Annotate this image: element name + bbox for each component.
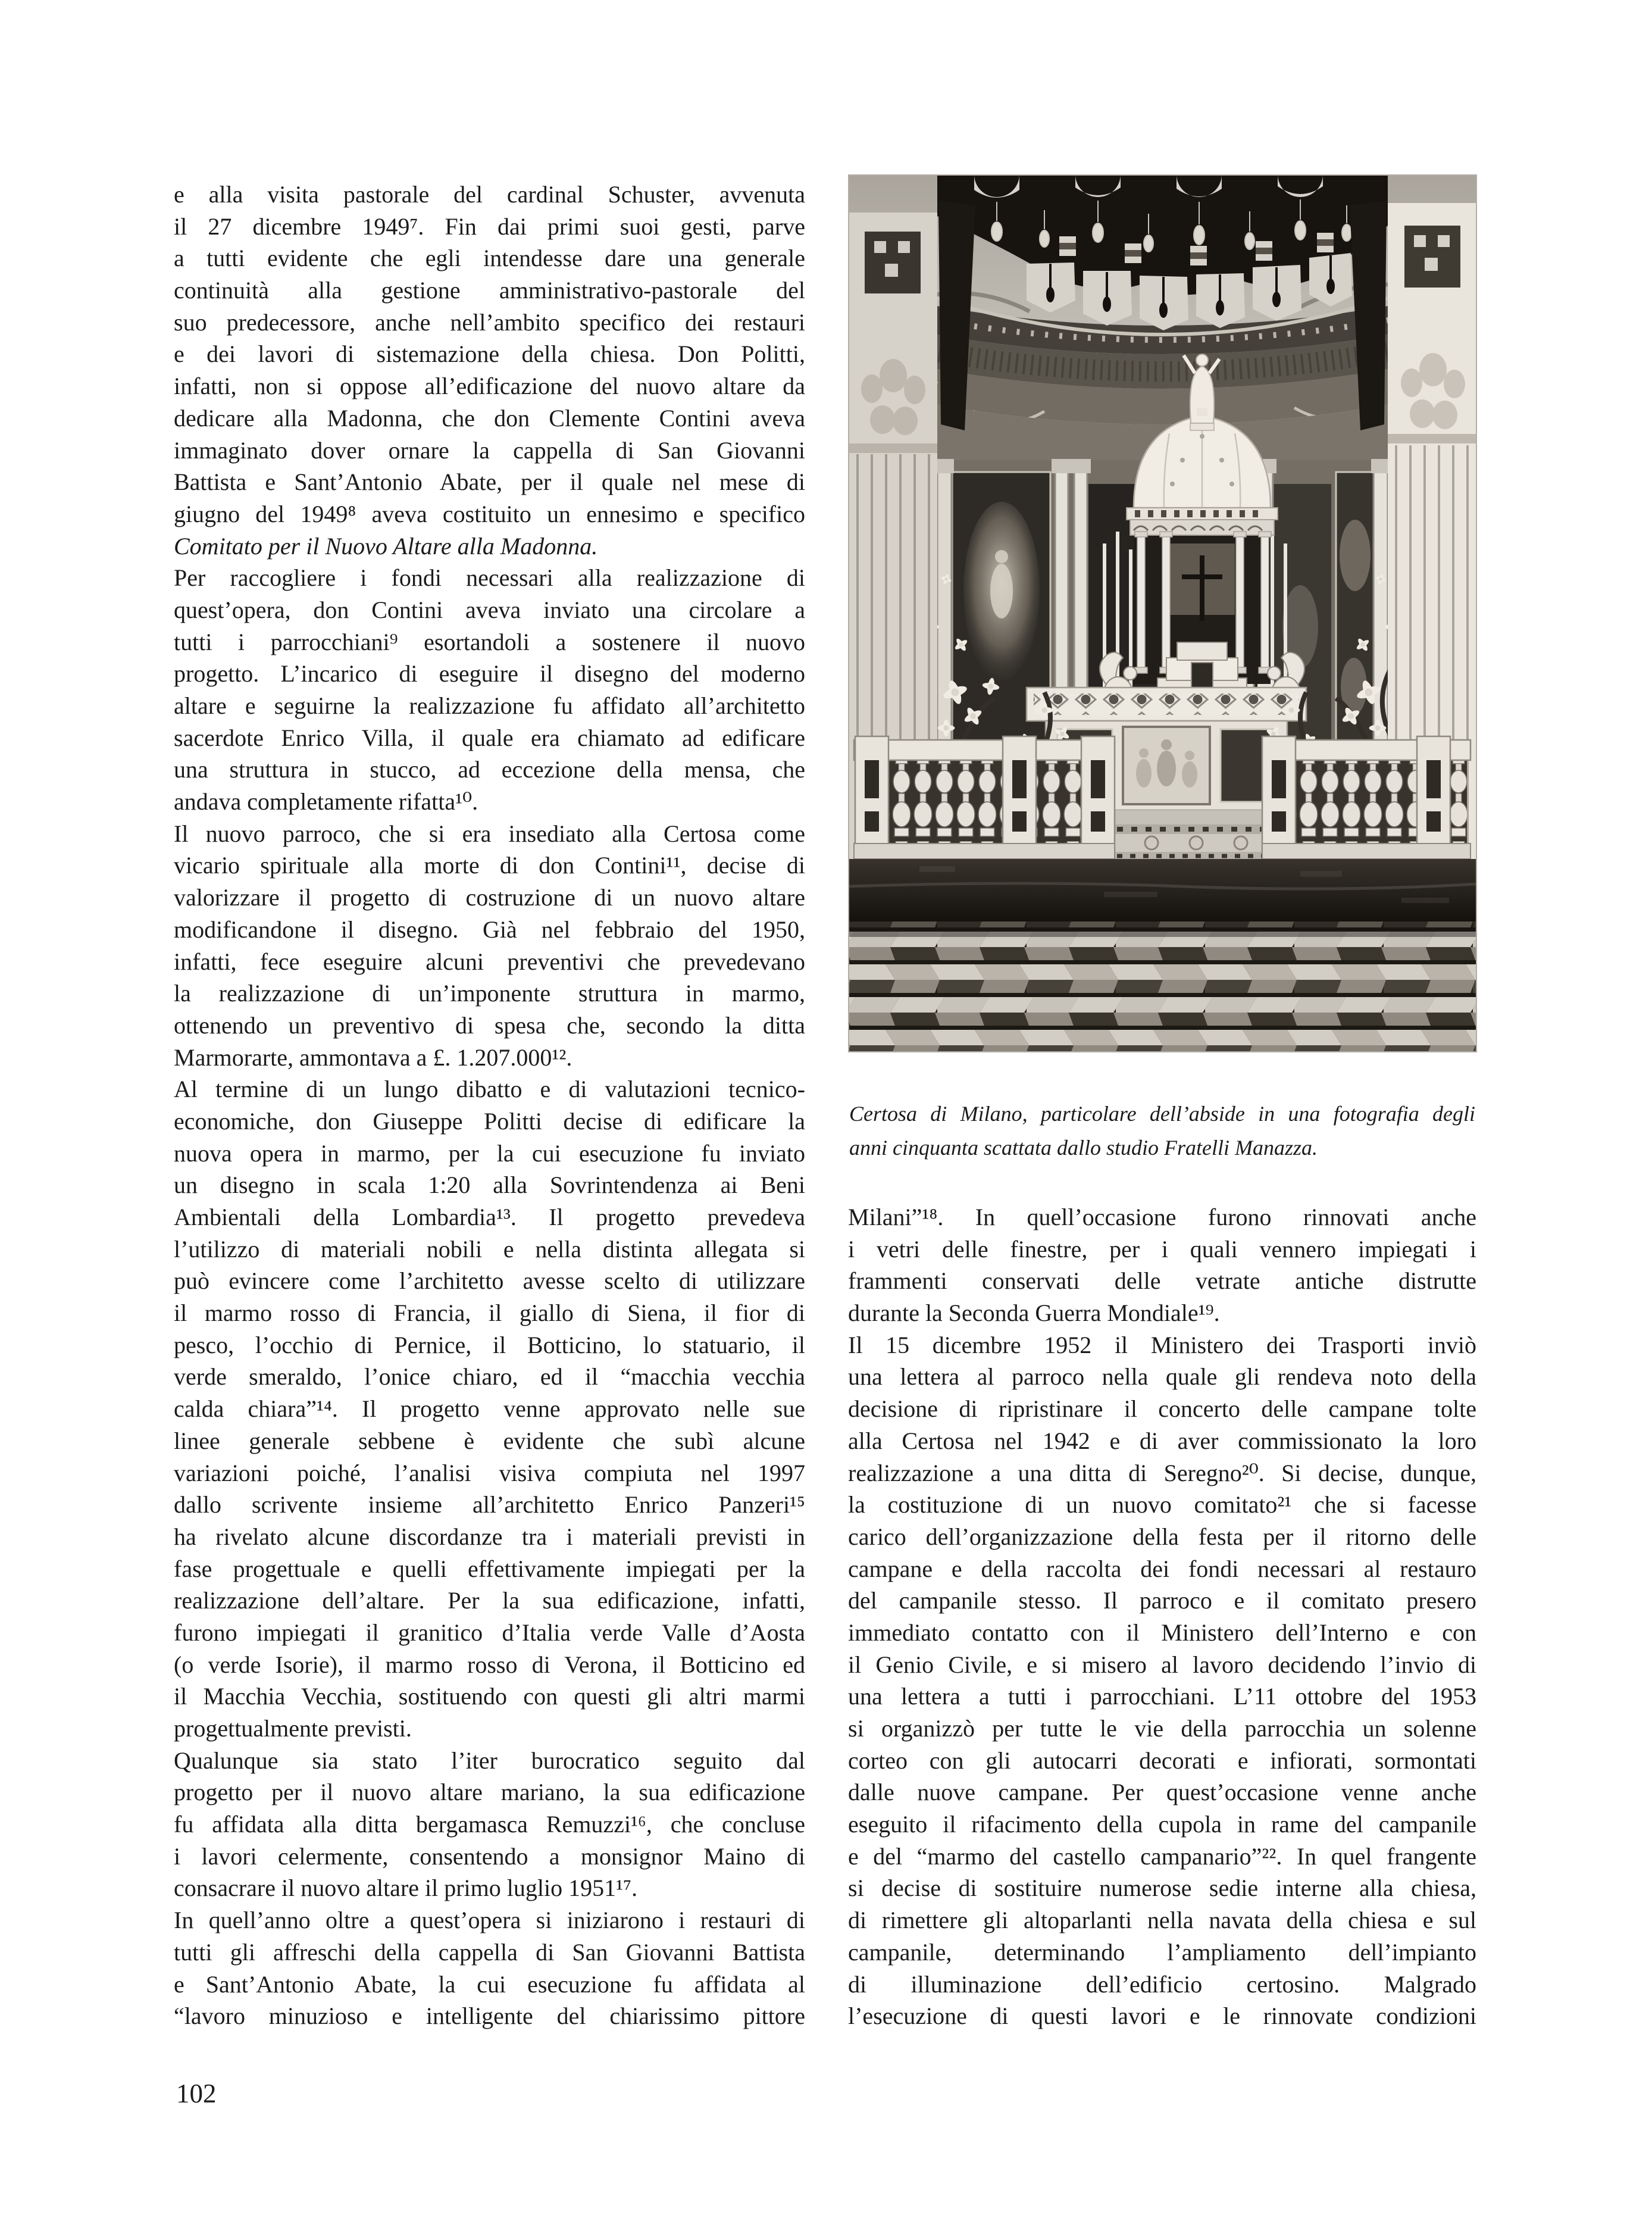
text-line: furono impiegati il granitico d’Italia verde Valle d’Aosta bbox=[174, 1619, 805, 1646]
text-line: Marmorarte, ammontava a £. 1.207.000¹². bbox=[174, 1044, 572, 1071]
text-line: progetto. L’incarico di eseguire il disegno del moderno bbox=[174, 660, 805, 688]
text-line: il Macchia Vecchia, sostituendo con questi gli altri marmi bbox=[174, 1683, 805, 1710]
text-line: tutti gli affreschi della cappella di San Giovanni Battista bbox=[174, 1938, 805, 1966]
text-line: Battista e Sant’Antonio Abate, per il quale nel mese di bbox=[174, 468, 805, 496]
page-number: 102 bbox=[176, 2079, 217, 2108]
right-text-column bbox=[848, 1201, 1476, 2032]
text-line: ha rivelato alcune discordanze tra i materiali previsti in bbox=[174, 1523, 805, 1550]
apse-photo-svg bbox=[848, 174, 1477, 1052]
text-line: l’esecuzione di questi lavori e le rinnovate condizioni bbox=[848, 2002, 1476, 2030]
text-line: quest’opera, don Contini aveva inviato una circolare a bbox=[174, 596, 805, 623]
text-line: durante la Seconda Guerra Mondiale¹⁹. bbox=[848, 1299, 1220, 1327]
apse-photograph bbox=[848, 174, 1477, 1052]
text-line: un disegno in scala 1:20 alla Sovrintendenza ai Beni bbox=[174, 1171, 805, 1199]
text-line: sacerdote Enrico Villa, il quale era chiamato ad edificare bbox=[174, 724, 805, 751]
text-line: calda chiara”¹⁴. Il progetto venne approvato nelle sue bbox=[174, 1395, 805, 1423]
text-line: realizzazione a una ditta di Seregno²⁰. Si decise, dunque, bbox=[848, 1459, 1476, 1486]
text-line: campane e della raccolta dei fondi necessari al restauro bbox=[848, 1555, 1476, 1582]
text-line: a tutti evidente che egli intendesse dare una generale bbox=[174, 245, 805, 272]
text-line: può evincere come l’architetto avesse scelto di utilizzare bbox=[174, 1267, 805, 1295]
text-line: il 27 dicembre 1949⁷. Fin dai primi suoi gesti, parve bbox=[174, 213, 805, 240]
text-line: linee generale sebbene è evidente che subì alcune bbox=[174, 1427, 805, 1454]
text-line: decisione di ripristinare il concerto delle campane tolte bbox=[848, 1395, 1476, 1423]
text-line: dedicare alla Madonna, che don Clemente Contini aveva bbox=[174, 404, 805, 432]
text-line: progetto per il nuovo altare mariano, la sua edificazione bbox=[174, 1779, 805, 1806]
text-line: infatti, non si oppose all’edificazione del nuovo altare da bbox=[174, 373, 805, 400]
text-line: infatti, fece eseguire alcuni preventivi che prevedevano bbox=[174, 948, 805, 975]
text-line: verde smeraldo, l’onice chiaro, ed il “macchia vecchia bbox=[174, 1363, 805, 1391]
text-line: Comitato per il Nuovo Altare alla Madonna. bbox=[174, 532, 598, 560]
text-line: Per raccogliere i fondi necessari alla realizzazione di bbox=[174, 564, 805, 592]
text-line: dallo scrivente insieme all’architetto Enrico Panzeri¹⁵ bbox=[174, 1491, 805, 1519]
text-line: continuità alla gestione amministrativo-pastorale del bbox=[174, 277, 805, 304]
text-line: alla Certosa nel 1942 e di aver commissionato la loro bbox=[848, 1427, 1476, 1454]
text-line: del campanile stesso. Il parroco e il comitato presero bbox=[848, 1587, 1476, 1614]
text-line: carico dell’organizzazione della festa per il ritorno delle bbox=[848, 1523, 1476, 1550]
cube-pattern-floor bbox=[848, 921, 1477, 1052]
text-line: realizzazione dell’altare. Per la sua edificazione, infatti, bbox=[174, 1587, 805, 1614]
text-line: di rimettere gli altoparlanti nella navata della chiesa e sul bbox=[848, 1907, 1476, 1934]
text-line: modificandone il disegno. Già nel febbraio del 1950, bbox=[174, 916, 805, 943]
text-line: suo predecessore, anche nell’ambito specifico dei restauri bbox=[174, 308, 805, 336]
text-line: di illuminazione dell’edificio certosino. Malgrado bbox=[848, 1970, 1476, 1998]
text-line: Il 15 dicembre 1952 il Ministero dei Trasporti inviò bbox=[848, 1331, 1476, 1358]
text-line: si organizzò per tutte le vie della parrocchia un solenne bbox=[848, 1715, 1476, 1742]
text-line: eseguito il rifacimento della cupola in rame del campanile bbox=[848, 1811, 1476, 1838]
text-line: In quell’anno oltre a quest’opera si iniziarono i restauri di bbox=[174, 1907, 805, 1934]
text-line: nuova opera in marmo, per la cui esecuzione fu inviato bbox=[174, 1139, 805, 1167]
text-line: fu affidata alla ditta bergamasca Remuzzi¹⁶, che concluse bbox=[174, 1811, 805, 1838]
text-line: variazioni poiché, l’analisi visiva compiuta nel 1997 bbox=[174, 1459, 805, 1486]
text-line: l’utilizzo di materiali nobili e nella distinta allegata si bbox=[174, 1235, 805, 1263]
text-line: e alla visita pastorale del cardinal Schuster, avvenuta bbox=[174, 181, 805, 208]
shadow-steps bbox=[848, 859, 1477, 921]
text-line: immaginato dover ornare la cappella di San Giovanni bbox=[174, 436, 805, 464]
text-line: una struttura in stucco, ad eccezione della mensa, che bbox=[174, 756, 805, 783]
text-line: ottenendo un preventivo di spesa che, secondo la ditta bbox=[174, 1011, 805, 1039]
left-text-column bbox=[174, 179, 805, 2032]
text-line: i lavori celermente, consentendo a monsignor Maino di bbox=[174, 1842, 805, 1870]
text-line: pesco, l’occhio di Pernice, il Botticino, lo statuario, il bbox=[174, 1331, 805, 1358]
text-line: i vetri delle finestre, per i quali vennero impiegati i bbox=[848, 1235, 1476, 1263]
caption-line: Certosa di Milano, particolare dell’abside in una fotografia degli bbox=[849, 1102, 1475, 1126]
text-line: la realizzazione di un’imponente struttura in marmo, bbox=[174, 980, 805, 1007]
text-line: consacrare il nuovo altare il primo luglio 1951¹⁷. bbox=[174, 1875, 638, 1902]
text-line: Milani”¹⁸. In quell’occasione furono rinnovati anche bbox=[848, 1204, 1476, 1230]
text-line: e del “marmo del castello campanario”²². In quel frangente bbox=[848, 1842, 1476, 1870]
text-line: vicario spirituale alla morte di don Contini¹¹, decise di bbox=[174, 852, 805, 879]
text-line: Il nuovo parroco, che si era insediato alla Certosa come bbox=[174, 820, 805, 847]
text-line: andava completamente rifatta¹⁰. bbox=[174, 788, 478, 816]
text-line: valorizzare il progetto di costruzione di un nuovo altare bbox=[174, 884, 805, 911]
text-line: Al termine di un lungo dibatto e di valutazioni tecnico- bbox=[174, 1076, 805, 1103]
text-line: si decise di sostituire numerose sedie interne alla chiesa, bbox=[848, 1875, 1476, 1902]
text-line: dalle nuove campane. Per quest’occasione venne anche bbox=[848, 1779, 1476, 1806]
text-line: frammenti conservati delle vetrate antiche distrutte bbox=[848, 1267, 1476, 1295]
text-line: fase progettuale e quelli effettivamente impiegati per la bbox=[174, 1555, 805, 1582]
text-line: “lavoro minuzioso e intelligente del chiarissimo pittore bbox=[174, 2002, 805, 2030]
text-line: Qualunque sia stato l’iter burocratico seguito dal bbox=[174, 1747, 805, 1774]
text-line: (o verde Isorie), il marmo rosso di Verona, il Botticino ed bbox=[174, 1651, 805, 1678]
text-line: Ambientali della Lombardia¹³. Il progetto prevedeva bbox=[174, 1204, 805, 1230]
text-line: una lettera al parroco nella quale gli rendeva noto della bbox=[848, 1363, 1476, 1391]
text-line: progettualmente previsti. bbox=[174, 1715, 412, 1742]
text-line: economiche, don Giuseppe Politti decise di edificare la bbox=[174, 1107, 805, 1135]
text-line: giugno del 1949⁸ aveva costituito un ennesimo e specifico bbox=[174, 500, 805, 527]
text-line: il marmo rosso di Francia, il giallo di Siena, il fior di bbox=[174, 1299, 805, 1327]
text-line: immediato contatto con il Ministero dell’Interno e con bbox=[848, 1619, 1476, 1646]
text-line: una lettera a tutti i parrocchiani. L’11 ottobre del 1953 bbox=[848, 1683, 1476, 1710]
text-line: la costituzione di un nuovo comitato²¹ che si facesse bbox=[848, 1491, 1476, 1519]
text-line: tutti i parrocchiani⁹ esortandoli a sostenere il nuovo bbox=[174, 628, 805, 655]
text-line: corteo con gli autocarri decorati e infiorati, sormontati bbox=[848, 1747, 1476, 1774]
text-line: campanile, determinando l’ampliamento dell’impianto bbox=[848, 1938, 1476, 1966]
text-line: e dei lavori di sistemazione della chiesa. Don Politti, bbox=[174, 340, 805, 368]
text-line: il Genio Civile, e si misero al lavoro decidendo l’invio di bbox=[848, 1651, 1476, 1678]
text-line: altare e seguirne la realizzazione fu affidato all’architetto bbox=[174, 692, 805, 719]
caption-line: anni cinquanta scattata dallo studio Fratelli Manazza. bbox=[849, 1136, 1318, 1160]
text-line: e Sant’Antonio Abate, la cui esecuzione fu affidata al bbox=[174, 1970, 805, 1998]
photo-caption bbox=[849, 1097, 1475, 1165]
